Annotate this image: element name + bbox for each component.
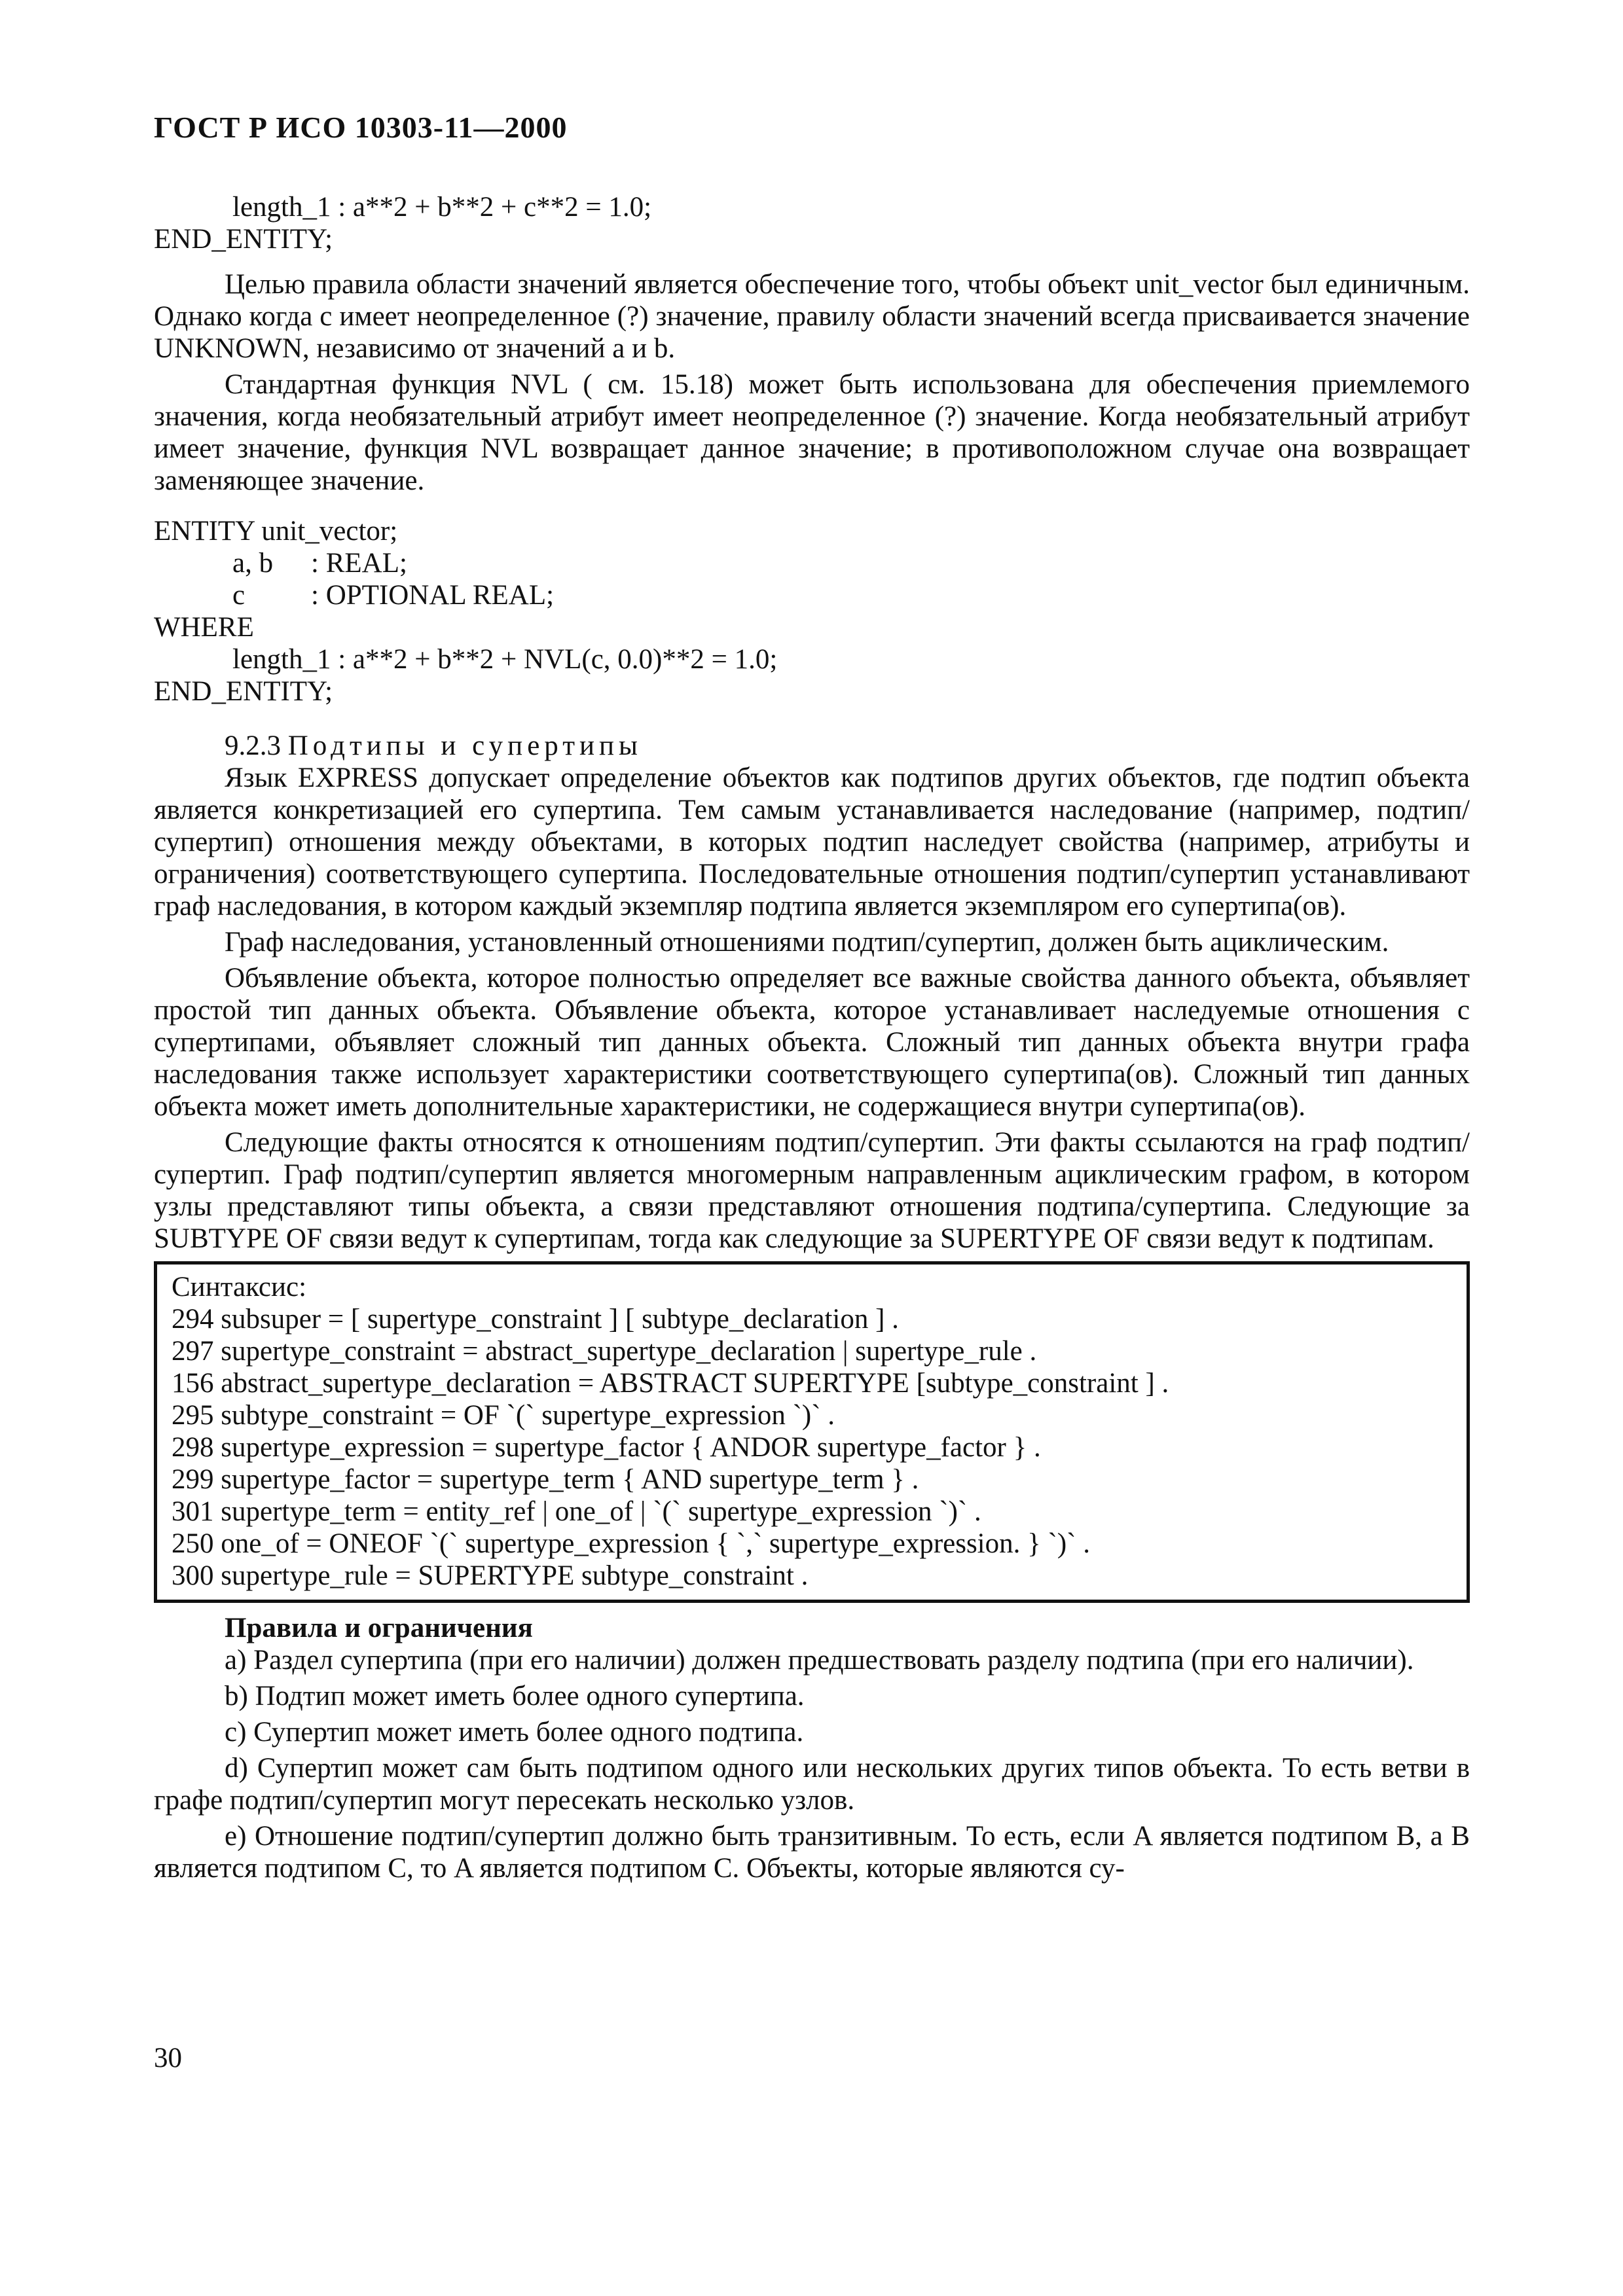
section-heading xyxy=(154,730,1470,762)
syntax-box xyxy=(154,1261,1470,1603)
syntax-rule: 300 supertype_rule = SUPERTYPE subtype_constraint . xyxy=(172,1560,809,1591)
code-line: ENTITY unit_vector; xyxy=(154,516,398,547)
list-item: a) Раздел супертипа (при его наличии) должен предшествовать разделу подтипа (при его наличии). xyxy=(225,1645,1414,1676)
code-line: WHERE xyxy=(154,612,254,643)
attr-type: : OPTIONAL REAL; xyxy=(311,580,555,611)
code-line: END_ENTITY; xyxy=(154,224,333,255)
paragraph: Стандартная функция NVL ( см. 15.18) может быть использована для обеспечения приемлемого значения, когда необязательный атрибут имеет неопределенное (?) значение. Когда необязательный атрибут имеет значение, функция NVL возвращает данное значение; в противоположном случае она возвращает заменяющее значение. xyxy=(154,369,1470,496)
paragraph: Следующие факты относятся к отношениям подтип/супертип. Эти факты ссылаются на граф подтип/супертип. Граф подтип/супертип является многомерным направленным ациклическим графом, в котором узлы представляют типы объекта, а связи представляют отношения подтипа/супертипа. Следующие за SUBTYPE OF связи ведут к супертипам, тогда как следующие за SUPERTYPE OF связи ведут к подтипам. xyxy=(154,1127,1470,1254)
code-line: length_1 : a**2 + b**2 + c**2 = 1.0; xyxy=(232,192,652,223)
attr-type: : REAL; xyxy=(311,548,407,579)
syntax-rule: 297 supertype_constraint = abstract_supertype_declaration | supertype_rule . xyxy=(172,1336,1037,1367)
syntax-rule: 295 subtype_constraint = OF `(` supertype_expression `)` . xyxy=(172,1400,835,1431)
code-line xyxy=(154,547,1470,579)
list-item: c) Супертип может иметь более одного подтипа. xyxy=(225,1717,804,1748)
syntax-rule: 299 supertype_factor = supertype_term { AND supertype_term } . xyxy=(172,1464,919,1495)
list-item: b) Подтип может иметь более одного супертипа. xyxy=(225,1681,805,1712)
code-line xyxy=(154,579,1470,611)
page-number: 30 xyxy=(154,2043,182,2073)
page-content xyxy=(154,191,1470,1884)
paragraph: Граф наследования, установленный отношениями подтип/супертип, должен быть ациклическим. xyxy=(225,927,1389,958)
syntax-rule: 156 abstract_supertype_declaration = ABSTRACT SUPERTYPE [subtype_constraint ] . xyxy=(172,1368,1169,1399)
code-line: END_ENTITY; xyxy=(154,676,333,707)
syntax-rule: 298 supertype_expression = supertype_factor { ANDOR supertype_factor } . xyxy=(172,1432,1041,1463)
section-number: 9.2.3 xyxy=(225,730,281,761)
list-item: d) Супертип может сам быть подтипом одного или нескольких других типов объекта. То есть ветви в графе подтип/супертип могут пересекать несколько узлов. xyxy=(154,1753,1470,1816)
section-title: Подтипы и супертипы xyxy=(287,730,642,761)
paragraph: Целью правила области значений является обеспечение того, чтобы объект unit_vector был единичным. Однако когда c имеет неопределенное (?) значение, правилу области значений всегда присваивается значение UNKNOWN, независимо от значений a и b. xyxy=(154,269,1470,364)
syntax-rule: 250 one_of = ONEOF `(` supertype_expression { `,` supertype_expression. } `)` . xyxy=(172,1528,1090,1559)
list-item: e) Отношение подтип/супертип должно быть транзитивным. То есть, если A является подтипом B, а B является подтипом C, то A является подтипом C. Объекты, которые являются су- xyxy=(154,1821,1470,1884)
attr-name: a, b xyxy=(232,548,274,579)
paragraph: Язык EXPRESS допускает определение объектов как подтипов других объектов, где подтип объекта является конкретизацией его супертипа. Тем самым устанавливается наследование (например, подтип/супертип) отношения между объектами, в которых подтип наследует свойства (например, атрибуты и ограничения) соответствующего супертипа. Последовательные отношения подтип/супертип устанавливают граф наследования, в котором каждый экземпляр подтипа является экземпляром его супертипа(ов). xyxy=(154,762,1470,922)
code-line: length_1 : a**2 + b**2 + NVL(c, 0.0)**2 = 1.0; xyxy=(232,644,778,675)
paragraph: Объявление объекта, которое полностью определяет все важные свойства данного объекта, объявляет простой тип данных объекта. Объявление объекта, которое устанавливает наследуемые отношения с супертипами, объявляет сложный тип данных объекта. Сложный тип данных объекта внутри графа наследования также использует характеристики соответствующего супертипа(ов). Сложный тип данных объекта может иметь дополнительные характеристики, не содержащиеся внутри супертипа(ов). xyxy=(154,963,1470,1122)
attr-name: c xyxy=(232,580,246,611)
syntax-rule: 294 subsuper = [ supertype_constraint ] [ subtype_declaration ] . xyxy=(172,1304,899,1335)
rules-heading: Правила и ограничения xyxy=(225,1613,533,1643)
syntax-title: Синтаксис: xyxy=(172,1272,307,1302)
syntax-rule: 301 supertype_term = entity_ref | one_of | `(` supertype_expression `)` . xyxy=(172,1496,981,1527)
page-header: ГОСТ Р ИСО 10303-11—2000 xyxy=(154,111,568,144)
